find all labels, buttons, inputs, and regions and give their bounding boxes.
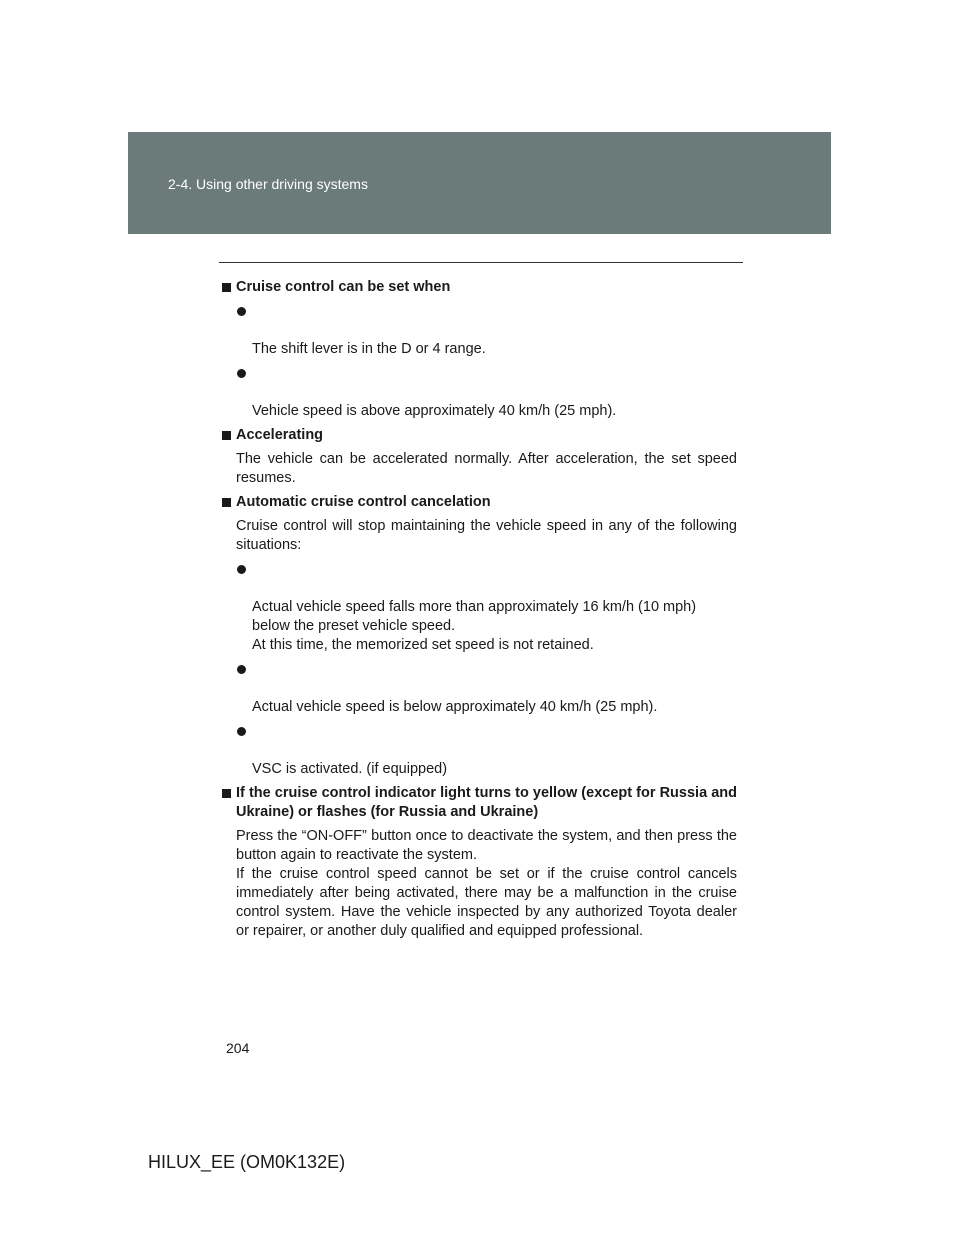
section-auto-cancel [219,493,737,779]
square-bullet-icon [222,498,231,507]
paragraph: Press the “ON-OFF” button once to deactivate the system, and then press the button again to reactivate the system. [236,828,737,863]
section-title: 2-4. Using other driving systems [168,176,368,192]
paragraph: The vehicle can be accelerated normally. After acceleration, the set speed resumes. [236,451,737,486]
circle-bullet-icon [237,565,246,574]
list-item: Actual vehicle speed falls more than approximately 16 km/h (10 mph) below the preset vehicle speed. At this time, the memorized set speed is not retained. [219,560,737,655]
section-heading: Cruise control can be set when [219,278,737,297]
section-cruise-set [219,278,737,421]
page-number: 204 [226,1040,250,1056]
paragraph: Cruise control will stop maintaining the vehicle speed in any of the following situations: [236,518,737,553]
circle-bullet-icon [237,727,246,736]
list-item: Vehicle speed is above approximately 40 km/h (25 mph). [219,364,737,421]
section-header-band [128,132,831,234]
square-bullet-icon [222,789,231,798]
circle-bullet-icon [237,307,246,316]
list-item: The shift lever is in the D or 4 range. [219,302,737,359]
list-item: VSC is activated. (if equipped) [219,722,737,779]
section-indicator-light [219,784,737,941]
square-bullet-icon [222,431,231,440]
section-heading: If the cruise control indicator light turns to yellow (except for Russia and Ukraine) or flashes (for Russia and Ukraine) [219,784,737,822]
list-item: Actual vehicle speed is below approximately 40 km/h (25 mph). [219,660,737,717]
section-heading: Automatic cruise control cancelation [219,493,737,512]
manual-content [219,278,737,946]
circle-bullet-icon [237,665,246,674]
square-bullet-icon [222,283,231,292]
circle-bullet-icon [237,369,246,378]
paragraph: If the cruise control speed cannot be set or if the cruise control cancels immediately after being activated, there may be a malfunction in the cruise control system. Have the vehicle inspected by any authorized Toyota dealer or repairer, or another duly qualified and equipped professional. [236,866,737,939]
section-divider [219,262,743,263]
section-accelerating [219,426,737,488]
section-heading: Accelerating [219,426,737,445]
manual-code: HILUX_EE (OM0K132E) [148,1152,346,1172]
